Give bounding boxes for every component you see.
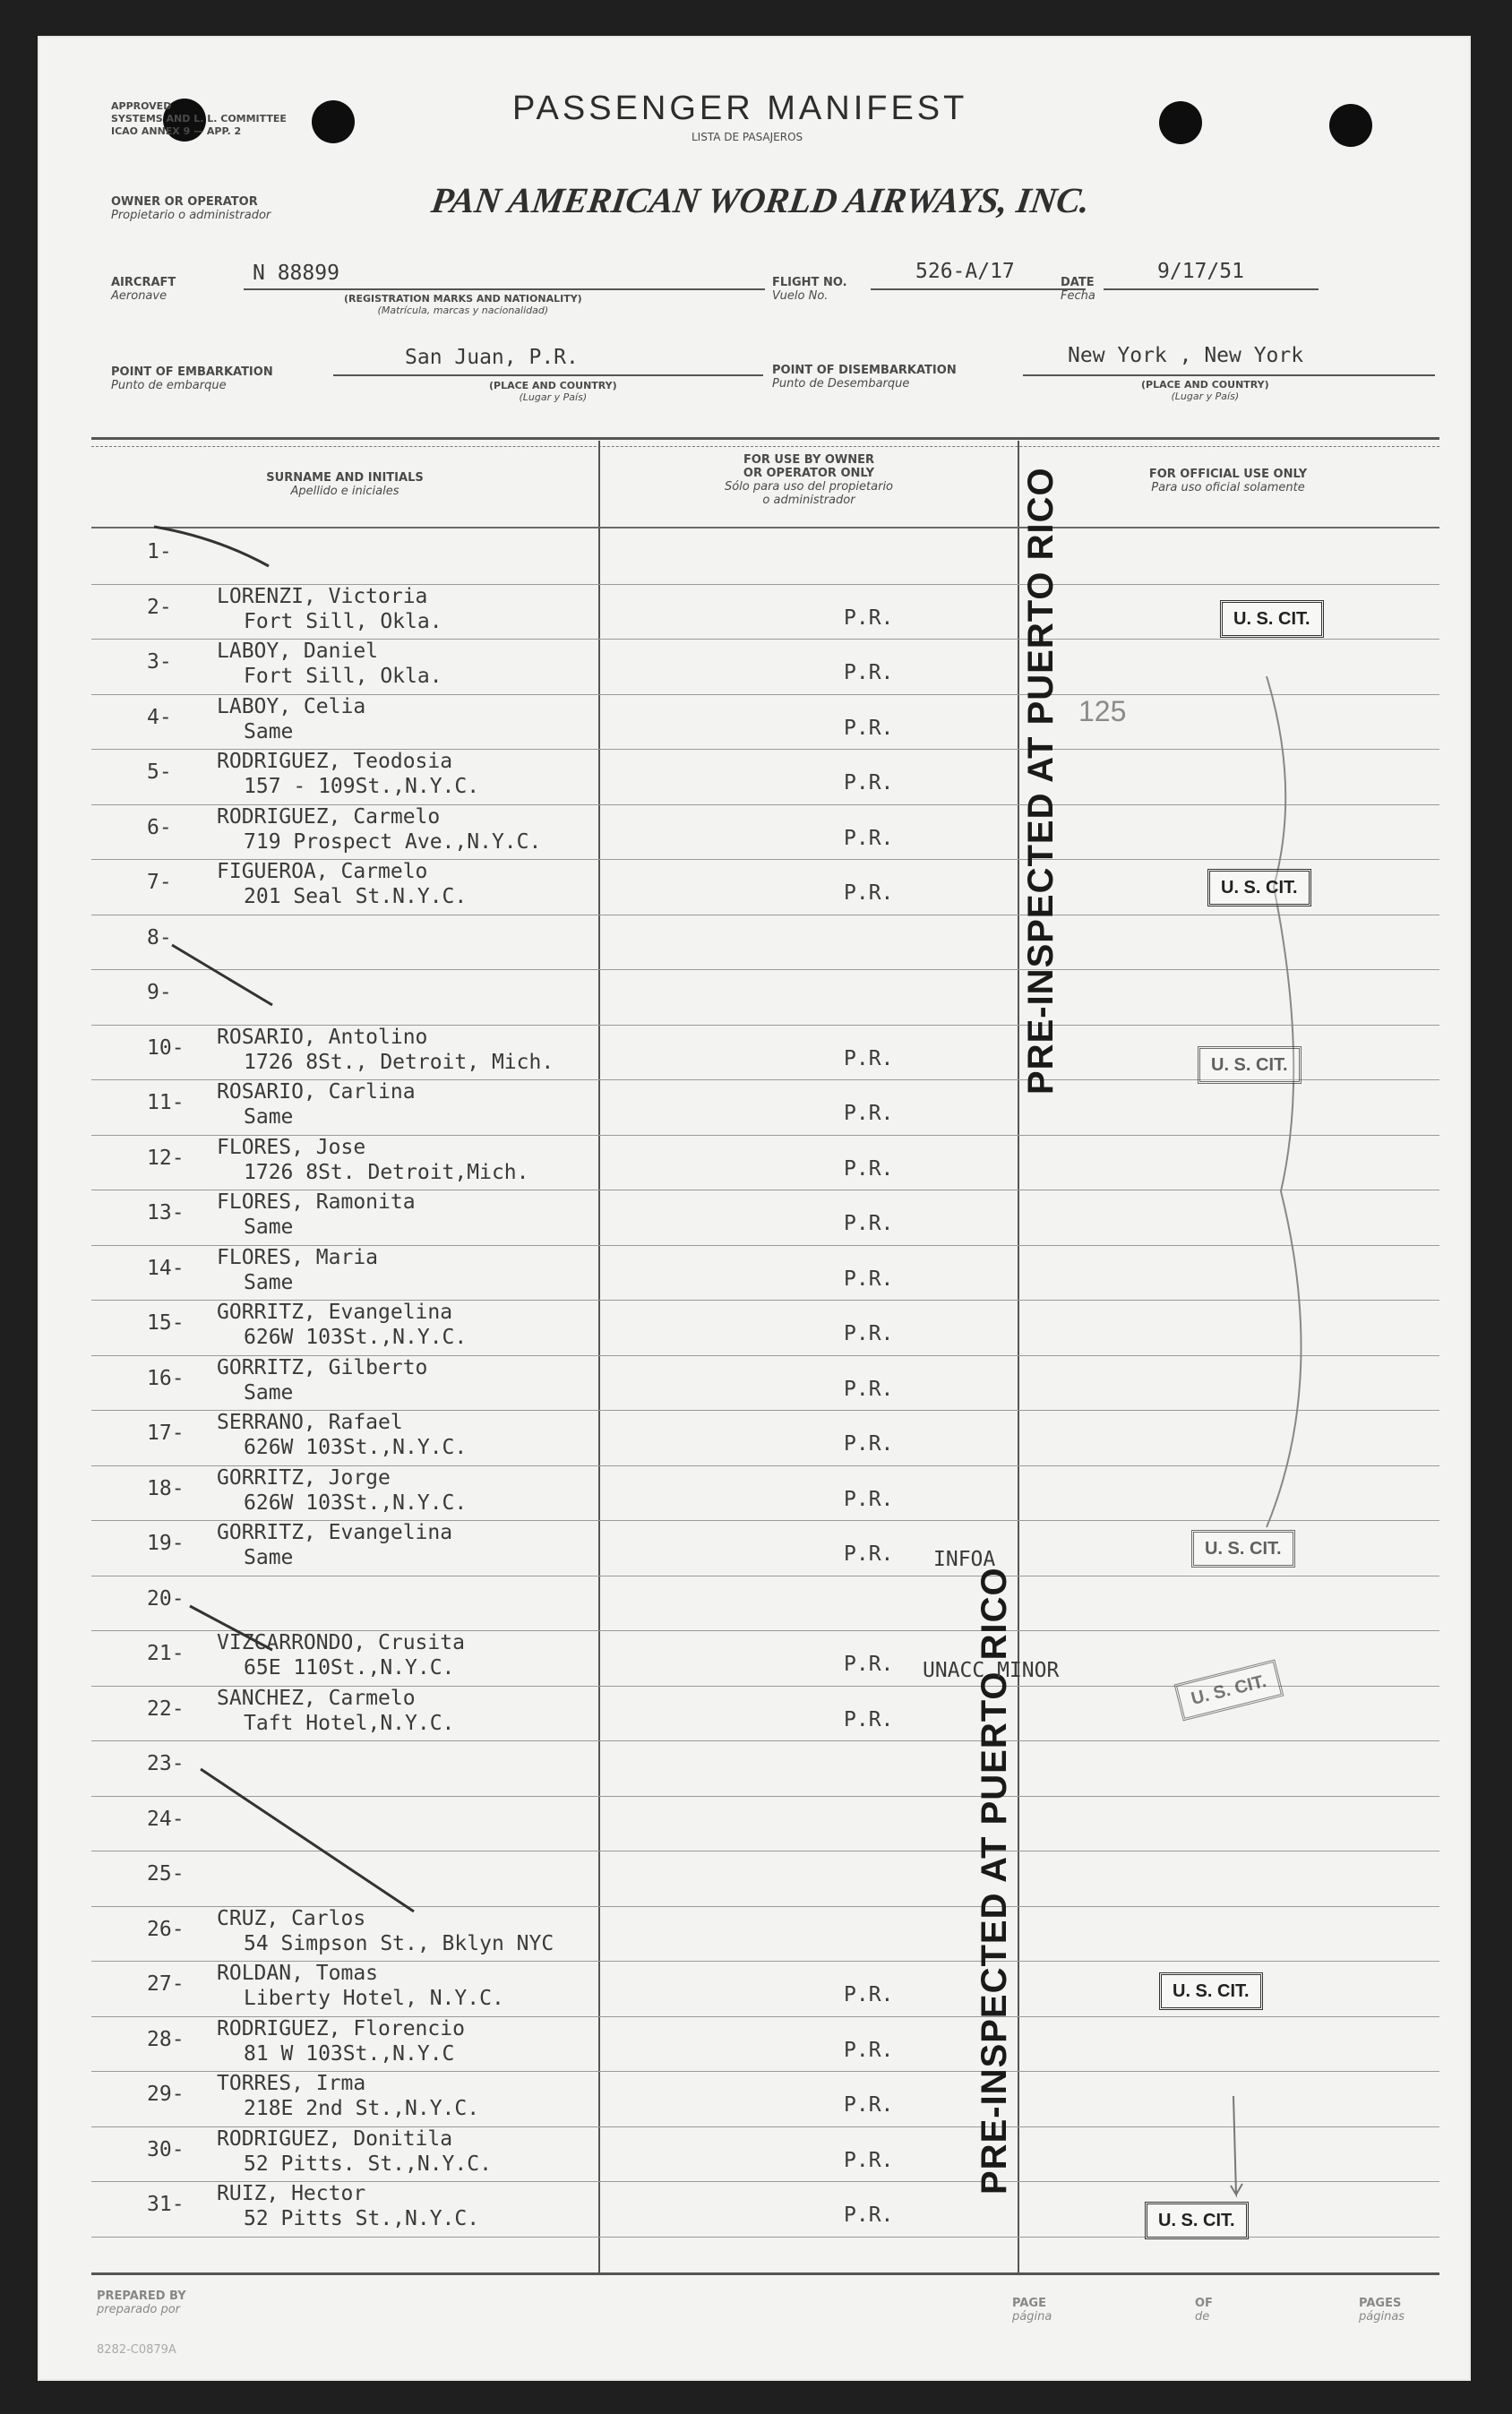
embark-label-en: POINT OF EMBARKATION [111,365,273,379]
operator-code: P.R. [844,1322,894,1345]
passenger-name: GORRITZ, Gilberto [217,1355,428,1379]
page-title-es: LISTA DE PASAJEROS [692,131,803,143]
date-label-en: DATE [1061,276,1095,289]
col-name-header-en: SURNAME AND INITIALS [266,471,424,485]
passenger-name: FLORES, Jose [217,1135,366,1159]
page-title: PASSENGER MANIFEST [512,90,968,127]
passenger-address: 65E 110St.,N.Y.C. [244,1656,455,1679]
form-number: 8282-C0879A [97,2343,176,2357]
embark-value: San Juan, P.R. [405,346,579,369]
row-number: 30- [147,2137,185,2161]
passenger-name: RODRIGUEZ, Florencio [217,2016,465,2040]
passenger-address: 1726 8St. Detroit,Mich. [244,1160,529,1184]
passenger-address: 81 W 103St.,N.Y.C [244,2041,455,2066]
col-official-header-en: FOR OFFICIAL USE ONLY [1148,468,1308,481]
us-cit-stamp: U. S. CIT. [1198,1046,1302,1084]
place-note-es: (Lugar y País) [519,391,588,403]
row-number: 28- [147,2027,185,2051]
page-label-en: PAGE [1012,2297,1046,2310]
operator-name: PAN AMERICAN WORLD AIRWAYS, INC. [428,180,1093,220]
passenger-name: FLORES, Maria [217,1245,379,1269]
operator-code: P.R. [844,2148,894,2172]
passenger-address: 626W 103St.,N.Y.C. [244,1326,468,1349]
operator-code: P.R. [844,1653,894,1676]
flight-label-en: FLIGHT NO. [772,276,847,289]
approval-line: APPROVED [111,100,172,112]
passenger-name: SANCHEZ, Carmelo [217,1686,416,1710]
operator-code: P.R. [844,606,894,630]
aircraft-label-es: Aeronave [111,289,168,303]
row-number: 12- [147,1146,185,1170]
passenger-name: ROSARIO, Carlina [217,1080,416,1104]
passenger-name: LORENZI, Victoria [217,584,428,608]
operator-code: P.R. [844,1377,894,1401]
operator-code: P.R. [844,881,894,905]
operator-code: P.R. [844,2038,894,2062]
row-number: 7- [147,871,172,894]
passenger-address: 719 Prospect Ave.,N.Y.C. [244,829,542,854]
aircraft-label-en: AIRCRAFT [111,276,176,289]
page-label-es: página [1012,2310,1052,2324]
col-operator-header-en: OR OPERATOR ONLY [743,467,875,480]
operator-code: P.R. [844,1156,894,1181]
row-number: 20- [147,1586,185,1611]
passenger-address: 157 - 109St.,N.Y.C. [244,775,480,798]
strike-mark [154,527,269,566]
operator-code: P.R. [844,1102,894,1125]
prepared-by-label [97,2289,186,2316]
registration-note-en: (REGISTRATION MARKS AND NATIONALITY) [344,293,582,305]
operator-code: P.R. [844,1212,894,1235]
passenger-name: ROSARIO, Antolino [217,1025,428,1049]
registration-note-es: (Matrícula, marcas y nacionalidad) [377,305,549,316]
page-label [1012,2297,1052,2324]
of-label [1195,2297,1213,2324]
passenger-name: GORRITZ, Jorge [217,1465,391,1490]
passenger-address: 52 Pitts St.,N.Y.C. [244,2207,480,2230]
row-number: 24- [147,1807,185,1831]
blank-row-strikes [38,36,1471,2381]
operator-code: P.R. [844,661,894,684]
check-line [1267,676,1302,1527]
row-number: 18- [147,1476,185,1500]
row-number: 16- [147,1366,185,1390]
passenger-address: 1726 8St., Detroit, Mich. [244,1050,554,1074]
embark-label-es: Punto de embarque [111,379,227,392]
row-number: 26- [147,1917,185,1941]
col-operator-header-es: o administrador [762,494,855,507]
of-label-en: OF [1195,2297,1213,2310]
prepared-by-label-en: PREPARED BY [97,2289,186,2303]
passenger-address: Same [244,1105,294,1129]
check-line [1231,2096,1242,2195]
passenger-address: Same [244,719,294,743]
number-stamp: 125 [1078,695,1127,727]
passenger-address: Same [244,1380,294,1405]
aircraft-registration: N 88899 [253,262,339,285]
us-cit-stamp: U. S. CIT. [1159,1972,1263,2010]
col-operator-header-es: Sólo para uso del propietario [724,480,894,494]
place-note-en: (PLACE AND COUNTRY) [1141,379,1269,391]
row-number: 6- [147,815,172,839]
passenger-name: GORRITZ, Evangelina [217,1521,453,1544]
prepared-by-label-es: preparado por [97,2303,181,2316]
flight-value: 526-A/17 [915,260,1015,283]
strike-mark [172,945,272,1005]
disembark-label-es: Punto de Desembarque [772,377,910,391]
col-official-header-es: Para uso oficial solamente [1151,481,1305,494]
us-cit-stamp: U. S. CIT. [1220,600,1324,638]
col-name-header-es: Apellido e iniciales [290,485,399,498]
approval-line: SYSTEMS AND L. L. COMMITTEE [111,113,287,125]
us-cit-stamp: U. S. CIT. [1207,869,1311,906]
pages-label [1359,2297,1405,2324]
date-label-es: Fecha [1061,289,1095,303]
passenger-address: Same [244,1546,294,1569]
row-number: 15- [147,1311,185,1335]
passenger-name: CRUZ, Carlos [217,1906,366,1930]
operator-code: P.R. [844,1267,894,1291]
passenger-address: Fort Sill, Okla. [244,665,442,688]
passenger-address: 54 Simpson St., Bklyn NYC [244,1931,554,1955]
row-number: 11- [147,1091,185,1114]
passenger-address: Same [244,1216,294,1239]
row-number: 3- [147,650,172,674]
row-number: 13- [147,1201,185,1224]
passenger-name: VIZCARRONDO, Crusita [217,1631,465,1654]
operator-code: P.R. [844,1046,894,1070]
passenger-name: LABOY, Daniel [217,640,379,663]
passenger-name: RODRIGUEZ, Teodosia [217,750,453,773]
place-note-es: (Lugar y País) [1171,391,1240,402]
row-number: 14- [147,1256,185,1280]
approval-line: ICAO ANNEX 9 — APP. 2 [111,125,242,137]
operator-code: P.R. [844,1707,894,1731]
operator-code: P.R. [844,2093,894,2117]
col-operator-header-en: FOR USE BY OWNER [743,453,875,467]
passenger-address: 201 Seal St.N.Y.C. [244,885,468,908]
passenger-address: Fort Sill, Okla. [244,609,442,633]
of-label-es: de [1195,2310,1210,2324]
row-number: 22- [147,1697,185,1721]
us-cit-stamp: U. S. CIT. [1145,2202,1249,2239]
row-number: 17- [147,1422,185,1445]
strike-mark [201,1769,414,1911]
footer-rule [91,2272,1439,2275]
passenger-address: Liberty Hotel, N.Y.C. [244,1987,504,2010]
row-number: 23- [147,1752,185,1775]
operator-code: P.R. [844,1542,894,1566]
passenger-address: 626W 103St.,N.Y.C. [244,1436,468,1459]
row-number: 19- [147,1532,185,1555]
passenger-name: RODRIGUEZ, Carmelo [217,804,441,829]
row-number: 10- [147,1035,185,1060]
infoa-note: INFOA [933,1548,996,1571]
us-cit-stamp: U. S. CIT. [1191,1530,1295,1568]
passenger-name: GORRITZ, Evangelina [217,1301,453,1324]
flight-label-es: Vuelo No. [772,289,829,303]
pre-inspected-stamp: PRE-INSPECTED AT PUERTO RICO [1021,467,1061,1095]
date-value: 9/17/51 [1157,260,1244,283]
passenger-name: ROLDAN, Tomas [217,1962,379,1985]
disembark-label-en: POINT OF DISEMBARKATION [772,364,957,377]
us-cit-stamp: U. S. CIT. [1174,1660,1284,1722]
operator-code: P.R. [844,826,894,850]
passenger-name: RODRIGUEZ, Donitila [217,2126,453,2151]
operator-code: P.R. [844,1432,894,1456]
unacc-minor-note: UNACC MINOR [923,1659,1060,1682]
row-number: 29- [147,2083,185,2106]
passenger-name: LABOY, Celia [217,694,366,718]
passenger-address: 52 Pitts. St.,N.Y.C. [244,2152,492,2176]
place-note-en: (PLACE AND COUNTRY) [489,380,617,391]
passenger-address: 218E 2nd St.,N.Y.C. [244,2097,480,2120]
passenger-address: 626W 103St.,N.Y.C. [244,1490,468,1515]
passenger-name: RUIZ, Hector [217,2182,366,2205]
pages-label-en: PAGES [1359,2297,1402,2310]
row-number: 9- [147,981,172,1004]
passenger-name: TORRES, Irma [217,2072,366,2095]
row-number: 4- [147,705,172,729]
operator-code: P.R. [844,1983,894,2006]
operator-code: P.R. [844,1487,894,1511]
row-number: 8- [147,925,172,949]
operator-code: P.R. [844,2204,894,2227]
operator-code: P.R. [844,771,894,795]
row-number: 21- [147,1642,185,1665]
row-number: 1- [147,540,172,563]
passenger-name: FIGUEROA, Carmelo [217,860,428,883]
owner-label-es: Propietario o administrador [111,209,271,222]
pre-inspected-stamp: PRE-INSPECTED AT PUERTO RICO [975,1567,1014,2195]
disembark-value: New York , New York [1068,344,1304,367]
passenger-name: SERRANO, Rafael [217,1411,403,1434]
strike-mark [190,1606,272,1650]
row-number: 5- [147,760,172,784]
passenger-name: FLORES, Ramonita [217,1190,416,1214]
row-number: 25- [147,1862,185,1886]
passenger-address: Same [244,1270,294,1294]
row-number: 2- [147,595,172,619]
pages-label-es: páginas [1359,2310,1405,2324]
operator-code: P.R. [844,716,894,740]
row-number: 31- [147,2193,185,2216]
row-number: 27- [147,1972,185,1996]
manifest-page [38,36,1471,2381]
owner-label-en: OWNER OR OPERATOR [111,195,258,209]
passenger-address: Taft Hotel,N.Y.C. [244,1711,455,1735]
